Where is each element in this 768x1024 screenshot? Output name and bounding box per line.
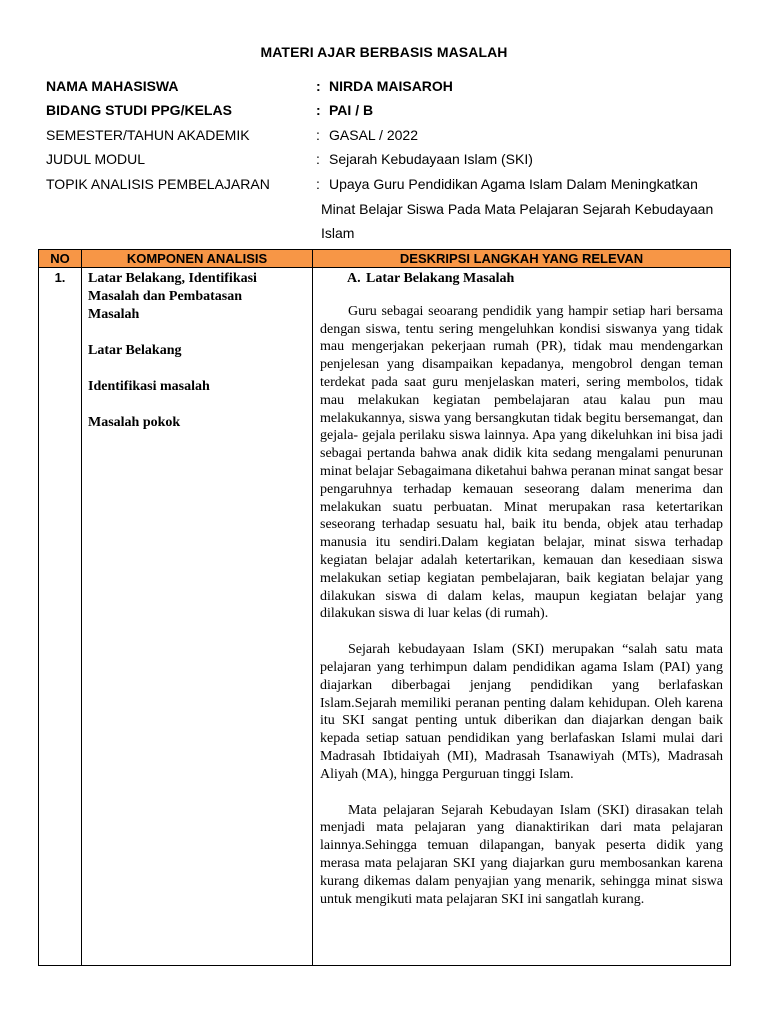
section-letter: A. <box>347 271 361 286</box>
paragraph: Guru sebagai seoarang pendidik yang hampir setiap hari bersama dengan siswa, tentu sering mengeluhkan kondisi siswanya yang tidak mau mengerjakan pekerjaan rumah (PR), tidak mau mendengarkan penjelesan yang disampaikan kepadanya, mengobrol dengan teman terdekat pada saat guru menjelaskan materi, sering membolos, tidak mau melakukan kegiatan pembelajaran atau kalau pun mau melakukannya, siswa yang bersangkutan tidak begitu bersemangat, dan gejala- gejala perilaku siswa lainnya. Apa yang dikeluhkan ini bisa jadi sebagai pertanda bahwa anak didik kita sedang mengalami penurunan minat belajar Sebagaimana diketahui bahwa peranan minat sangat besar pengaruhnya terhadap kemauan seseorang dalam menerima dan melakukan suatu perbuatan. Minat merupakan rasa ketertarikan seseorang terhadap sesuatu hal, baik itu benda, objek atau terhadap manusia itu sendiri.Dalam kegiatan belajar, minat siswa terhadap kegiatan belajar adalah ketertarikan, kemauan dan kesediaan siswa melakukan setiap kegiatan pembelajaran, baik kegiatan belajar yang dilakukan siswa di dalam kelas, maupun kegiatan belajar yang dilakukan siswa di luar kelas (di rumah). <box>320 303 723 622</box>
info-colon: : <box>316 102 321 118</box>
deskripsi-cell <box>313 268 731 966</box>
info-row-semester <box>46 127 736 147</box>
table-header-row <box>39 250 731 268</box>
info-label: SEMESTER/TAHUN AKADEMIK <box>46 127 250 143</box>
info-label: TOPIK ANALISIS PEMBELAJARAN <box>46 176 270 192</box>
paragraph: Sejarah kebudayaan Islam (SKI) merupakan “salah satu mata pelajaran yang terhimpun dalam pendidikan agama Islam (PAI) yang diajarkan diberbagai jenjang pendidikan yang berlafaskan Islam.Sejarah memiliki peranan penting dalam kehidupan. Oleh karena itu SKI sangat penting untuk diberikan dan diajarkan dengan baik kepada setiap satuan pendidikan yang berlafaskan Islami mulai dari Madrasah Ibtidaiyah (MI), Madrasah Tsanawiyah (MTs), Madrasah Aliyah (MA), hingga Perguruan tinggi Islam. <box>320 642 723 782</box>
paragraph: Mata pelajaran Sejarah Kebudayan Islam (SKI) dirasakan telah menjadi mata pelajaran yang dianaktirikan dari mata pelajaran lainnya.Sehingga temuan dilapangan, banyak peserta didik yang merasa mata pelajaran SKI yang diajarkan guru membosankan karena kurang dikemas dalam penyajian yang menarik, sehingga minat siswa untuk mengikuti mata pelajaran SKI ini sangatlah kurang. <box>320 802 723 907</box>
info-value: GASAL / 2022 <box>329 127 418 143</box>
komponen-item-latar-belakang: Latar Belakang <box>88 343 182 358</box>
info-colon: : <box>316 78 321 94</box>
info-row-topik <box>46 176 736 196</box>
info-colon: : <box>316 151 320 167</box>
header-komponen-analisis: KOMPONEN ANALISIS <box>82 250 313 268</box>
info-colon: : <box>316 176 320 192</box>
info-value: PAI / B <box>329 102 374 118</box>
topik-continuation-line: Islam <box>321 225 355 241</box>
row-number: 1. <box>39 268 82 966</box>
info-label: JUDUL MODUL <box>46 151 146 167</box>
analysis-table <box>38 249 731 966</box>
info-value: NIRDA MAISAROH <box>329 78 453 94</box>
section-heading <box>347 270 723 288</box>
topik-continuation-line: Minat Belajar Siswa Pada Mata Pelajaran Sejarah Kebudayaan <box>321 201 714 217</box>
info-label: NAMA MAHASISWA <box>46 78 179 94</box>
komponen-title-line: Latar Belakang, Identifikasi <box>88 271 257 286</box>
document-title: MATERI AJAR BERBASIS MASALAH <box>260 44 508 60</box>
info-colon: : <box>316 127 320 143</box>
info-row-bidang-studi <box>46 102 736 122</box>
komponen-title-line: Masalah <box>88 307 140 322</box>
header-no: NO <box>39 250 82 268</box>
info-value: Sejarah Kebudayaan Islam (SKI) <box>329 151 533 167</box>
info-label: BIDANG STUDI PPG/KELAS <box>46 102 232 118</box>
info-row-nama <box>46 78 736 98</box>
info-row-judul-modul <box>46 151 736 171</box>
info-value: Upaya Guru Pendidikan Agama Islam Dalam Meningkatkan <box>329 176 698 192</box>
header-deskripsi: DESKRIPSI LANGKAH YANG RELEVAN <box>313 250 731 268</box>
table-row <box>39 268 731 966</box>
komponen-item-identifikasi-masalah: Identifikasi masalah <box>88 379 210 394</box>
komponen-title-line: Masalah dan Pembatasan <box>88 289 243 304</box>
komponen-cell <box>82 268 313 966</box>
komponen-item-masalah-pokok: Masalah pokok <box>88 415 181 430</box>
section-heading-text: Latar Belakang Masalah <box>366 271 515 286</box>
